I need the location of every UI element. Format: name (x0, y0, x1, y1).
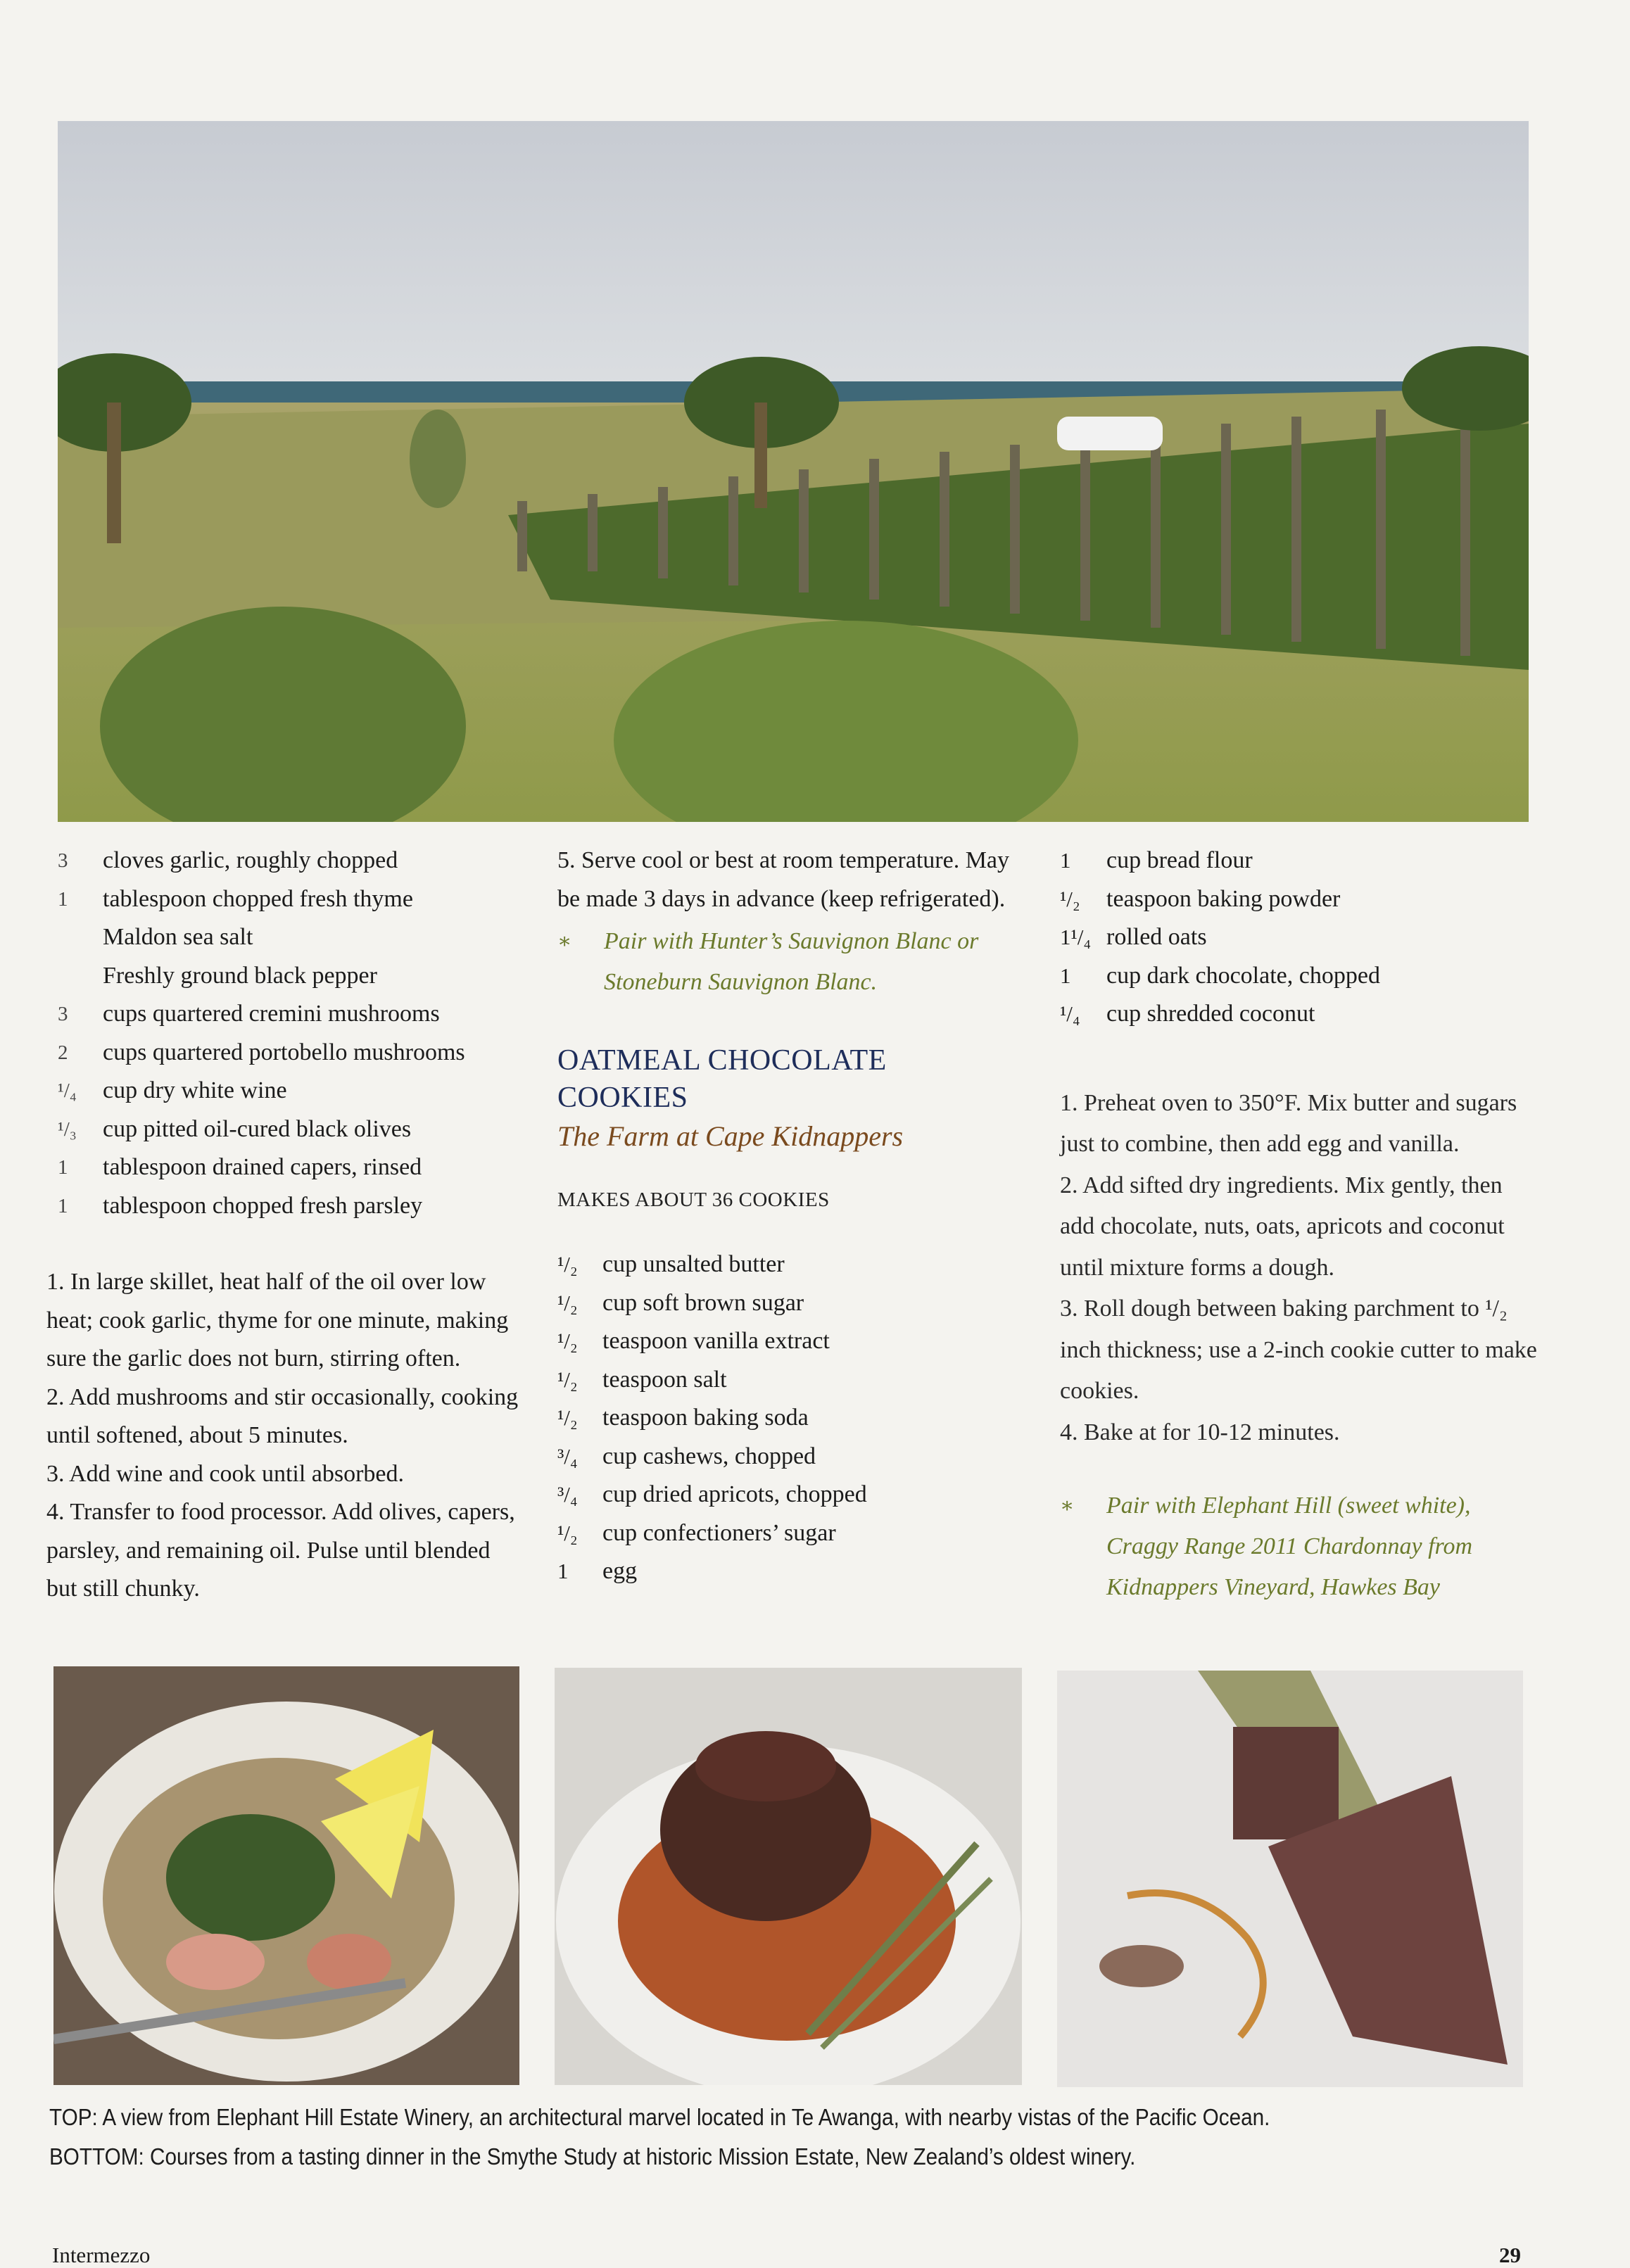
pairing-marker-icon: ∗ (557, 930, 572, 953)
ingredient-item: ¹/₂ teaspoon baking powder (1060, 885, 1341, 912)
method-steps (46, 1263, 525, 1609)
vineyard-photo (58, 121, 1529, 822)
method-step: 4. Bake at for 10-12 minutes. (1060, 1419, 1340, 1445)
ingredient-list (557, 1246, 1036, 1591)
recipe-source: The Farm at Cape Kidnappers (557, 1120, 904, 1152)
ingredient-item: ¹/₂ teaspoon salt (557, 1366, 727, 1393)
ingredient-item: ¹/₂ cup soft brown sugar (557, 1289, 804, 1316)
chocolate-dessert-photo (1057, 1671, 1523, 2087)
ingredient-item: ³/₄ cup cashews, chopped (557, 1443, 816, 1469)
method-steps (1060, 1083, 1539, 1454)
ingredient-item: Freshly ground black pepper (103, 962, 377, 989)
ingredient-item: 1 tablespoon drained capers, rinsed (58, 1154, 422, 1180)
ingredient-item: ¹/₃ cup pitted oil-cured black olives (58, 1115, 412, 1142)
ingredient-item: 3 cups quartered cremini mushrooms (58, 1001, 440, 1027)
method-step: 3. Roll dough between baking parchment to ¹/₂ inch thickness; use a 2-inch cookie cutter to make cookies. (1060, 1295, 1537, 1404)
wine-pairing: ∗ Pair with Elephant Hill (sweet white), Craggy Range 2011 Chardonnay from Kidnappers Vineyard, Hawkes Bay (1060, 1485, 1539, 1608)
ingredient-item: 3 cloves garlic, roughly chopped (58, 847, 398, 873)
wine-pairing: ∗ Pair with Hunter’s Sauvignon Blanc or Stoneburn Sauvignon Blanc. (557, 921, 1036, 1003)
ingredient-item: 1 cup bread flour (1060, 847, 1253, 873)
recipe-column-2 (557, 842, 1036, 1591)
method-step: 4. Transfer to food processor. Add olives, capers, parsley, and remaining oil. Pulse until blended but still chunky. (46, 1499, 515, 1602)
publication-name: Intermezzo (52, 2243, 151, 2267)
method-step: 3. Add wine and cook until absorbed. (46, 1460, 405, 1487)
ingredient-item: ¹/₂ teaspoon baking soda (557, 1405, 809, 1431)
ingredient-item: ¹/₂ cup confectioners’ sugar (557, 1519, 836, 1546)
ingredient-item: 1¹/₄ rolled oats (1060, 924, 1207, 950)
method-step: 1. In large skillet, heat half of the oil over low heat; cook garlic, thyme for one minute, making sure the garlic does not burn, stirring often. (46, 1269, 509, 1371)
ingredient-item: ¹/₂ cup unsalted butter (557, 1251, 785, 1277)
ingredient-item: 1 egg (557, 1558, 638, 1584)
ingredient-item: ¹/₄ cup shredded coconut (1060, 1001, 1315, 1027)
beef-fillet-photo (555, 1668, 1022, 2085)
ingredient-item: Maldon sea salt (103, 924, 253, 950)
recipe-title: OATMEAL CHOCOLATE COOKIES (557, 1044, 887, 1114)
method-step: 1. Preheat oven to 350°F. Mix butter and sugars just to combine, then add egg and vanilla. (1060, 1089, 1517, 1157)
seafood-bowl-photo (53, 1666, 519, 2085)
caption-bottom: BOTTOM: Courses from a tasting dinner in the Smythe Study at historic Mission Estate, New Zealand’s oldest winery. (49, 2143, 1136, 2169)
recipe-yield: MAKES ABOUT 36 COOKIES (557, 1189, 830, 1211)
method-step: 5. Serve cool or best at room temperature. May be made 3 days in advance (keep refrigerated). (557, 847, 1010, 912)
ingredient-item: ¹/₄ cup dry white wine (58, 1077, 287, 1103)
pairing-marker-icon: ∗ (1060, 1494, 1075, 1517)
recipe-column-1 (46, 842, 525, 1609)
method-step: 2. Add sifted dry ingredients. Mix gently, then add chocolate, nuts, oats, apricots and coconut until mixture forms a dough. (1060, 1172, 1505, 1281)
ingredient-list (46, 842, 525, 1225)
page-number: 29 (1499, 2243, 1521, 2267)
recipe-column-3 (1060, 842, 1539, 1608)
ingredient-item: ¹/₂ teaspoon vanilla extract (557, 1328, 830, 1354)
ingredient-item: 1 tablespoon chopped fresh thyme (58, 885, 413, 912)
ingredient-item: ³/₄ cup dried apricots, chopped (557, 1481, 867, 1507)
ingredient-item: 1 cup dark chocolate, chopped (1060, 962, 1380, 989)
ingredient-item: 2 cups quartered portobello mushrooms (58, 1039, 465, 1065)
caption-top: TOP: A view from Elephant Hill Estate Winery, an architectural marvel located in Te Awanga, with nearby vistas of the Pacific Ocean. (49, 2104, 1270, 2130)
method-step: 2. Add mushrooms and stir occasionally, cooking until softened, about 5 minutes. (46, 1383, 519, 1448)
ingredient-item: 1 tablespoon chopped fresh parsley (58, 1192, 423, 1219)
ingredient-list (1060, 842, 1539, 1034)
